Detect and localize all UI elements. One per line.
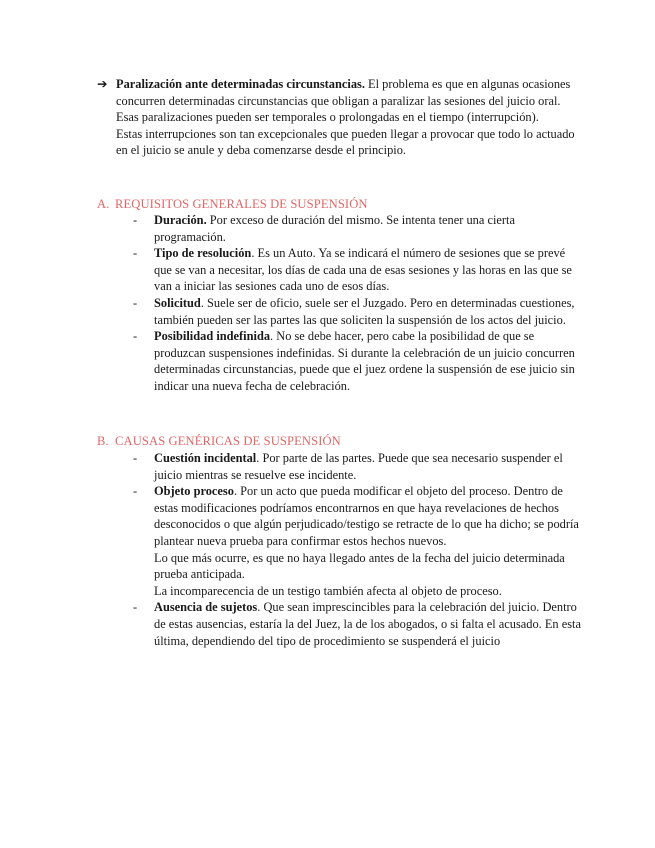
dash-bullet: - bbox=[133, 484, 138, 499]
intro-paragraph-3: Estas interrupciones son tan excepcionales que pueden llegar a provocar que todo lo actuado en el juicio se anule y deba comenzarse desde el principio. bbox=[116, 126, 575, 158]
item-term: Cuestión incidental bbox=[154, 451, 257, 465]
list-item bbox=[133, 450, 581, 483]
section-a-heading bbox=[97, 196, 577, 213]
section-b-title: CAUSAS GENÉRICAS DE SUSPENSIÓN bbox=[115, 434, 341, 448]
item-text: . Es un Auto. Ya se indicará el número de sesiones que se prevé que se van a necesitar, los días de cada una de esas sesiones y las horas en las que se van a iniciar las sesiones cada uno de esos días. bbox=[154, 246, 572, 294]
list-item bbox=[133, 483, 581, 599]
item-term: Ausencia de sujetos bbox=[154, 600, 258, 615]
list-item bbox=[133, 212, 581, 245]
item-text: . Por un acto que pueda modificar el objeto del proceso. Dentro de estas modificaciones podríamos encontrarnos en que haya revelaciones de hechos desconocidos o que algún perjudicado/testigo se retracte de lo que ha dicho; se podría plantear nueva prueba para confirmar estos hechos nuevos. bbox=[154, 484, 579, 548]
dash-bullet: - bbox=[133, 246, 138, 261]
item-text: . Suele ser de oficio, suele ser el Juzgado. Pero en determinadas cuestiones, también pueden ser las partes las que soliciten la suspensión de los actos del juicio. bbox=[154, 295, 575, 327]
item-extra-text: La incomparecencia de un testigo también afecta al objeto de proceso. bbox=[154, 583, 502, 598]
intro-title: Paralización ante determinadas circunstancias. bbox=[116, 77, 365, 91]
arrow-bullet-icon: ➔ bbox=[97, 77, 108, 91]
intro-paragraph-2: Esas paralizaciones pueden ser temporales o prolongadas en el tiempo (interrupción). bbox=[116, 110, 539, 125]
item-text: . Por parte de las partes. Puede que sea necesario suspender el juicio mientras se resuelve ese incidente. bbox=[154, 451, 563, 482]
item-term: Solicitud bbox=[154, 295, 201, 310]
section-b-heading bbox=[97, 433, 577, 450]
dash-bullet: - bbox=[133, 600, 138, 615]
item-text: Por exceso de duración del mismo. Se intenta tener una cierta programación. bbox=[154, 213, 515, 244]
item-term: Posibilidad indefinida bbox=[154, 329, 271, 344]
item-term: Duración. bbox=[154, 213, 207, 227]
item-term: Tipo de resolución bbox=[154, 246, 252, 261]
intro-block bbox=[97, 76, 577, 159]
intro-body bbox=[116, 76, 577, 159]
list-item bbox=[133, 245, 581, 295]
dash-bullet: - bbox=[133, 213, 138, 227]
item-extra-text: Lo que más ocurre, es que no haya llegado antes de la fecha del juicio determinada prueba anticipada. bbox=[154, 550, 565, 582]
dash-bullet: - bbox=[133, 451, 138, 465]
item-text: . No se debe hacer, pero cabe la posibilidad de que se produzcan suspensiones indefinidas. Si durante la celebración de un juicio concurren determinadas circunstancias, puede que el juez ordene la suspensión de ese juicio sin indicar una nueva fecha de celebración. bbox=[154, 329, 575, 393]
intro-text: El problema es que en algunas ocasiones concurren determinadas circunstancias que obligan a paralizar las sesiones del juicio oral. bbox=[116, 77, 571, 108]
item-text: . Que sean imprescincibles para la celebración del juicio. Dentro de estas ausencias, estaría la del Juez, la de los abogados, o si falta el acusado. En esta última, dependiendo del tipo de procedimiento se suspenderá el juicio bbox=[154, 600, 581, 648]
section-a-title: REQUISITOS GENERALES DE SUSPENSIÓN bbox=[115, 197, 368, 211]
section-a-letter: A. bbox=[97, 197, 110, 211]
section-b-list bbox=[133, 450, 581, 649]
list-item bbox=[133, 328, 581, 394]
intro-paragraph bbox=[116, 76, 577, 109]
section-b-letter: B. bbox=[97, 434, 109, 448]
dash-bullet: - bbox=[133, 295, 138, 310]
list-item bbox=[133, 295, 581, 328]
list-item bbox=[133, 599, 581, 649]
section-a-list bbox=[133, 212, 581, 395]
dash-bullet: - bbox=[133, 329, 138, 344]
item-term: Objeto proceso bbox=[154, 484, 234, 499]
